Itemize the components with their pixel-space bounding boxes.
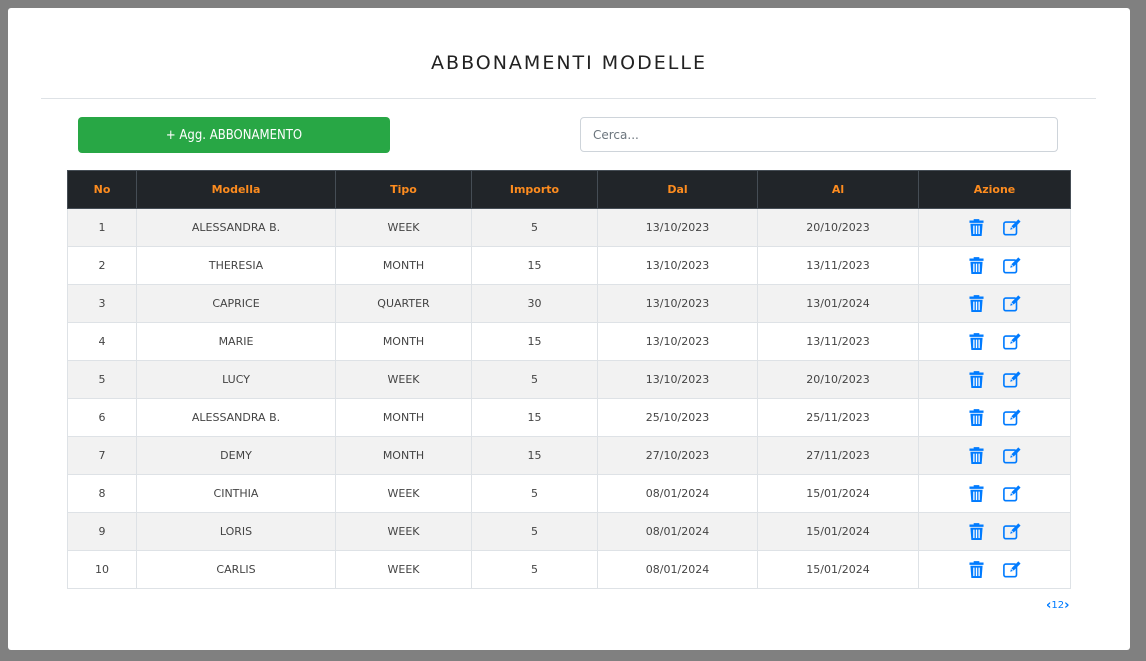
col-header-dal[interactable]: Dal [598, 171, 758, 209]
table-row[interactable] [68, 475, 1071, 513]
trash-icon[interactable] [969, 219, 987, 237]
cell-tipo: WEEK [336, 475, 472, 513]
cell-al: 27/11/2023 [758, 437, 919, 475]
cell-no: 10 [68, 551, 137, 589]
cell-azione [919, 247, 1071, 285]
pagination-page-1[interactable]: 1 [1051, 600, 1058, 611]
col-header-modella[interactable]: Modella [137, 171, 336, 209]
cell-modella: LUCY [137, 361, 336, 399]
table-row[interactable] [68, 323, 1071, 361]
cell-dal: 13/10/2023 [598, 361, 758, 399]
trash-icon[interactable] [969, 447, 987, 465]
cell-al: 20/10/2023 [758, 361, 919, 399]
cell-no: 9 [68, 513, 137, 551]
cell-al: 15/01/2024 [758, 513, 919, 551]
edit-icon[interactable] [1003, 561, 1021, 579]
cell-importo: 15 [472, 323, 598, 361]
table-row[interactable] [68, 437, 1071, 475]
row-actions [919, 523, 1070, 541]
cell-al: 25/11/2023 [758, 399, 919, 437]
table-header-row [68, 171, 1071, 209]
edit-icon[interactable] [1003, 485, 1021, 503]
subscriptions-table [67, 170, 1071, 589]
col-header-no[interactable]: No [68, 171, 137, 209]
cell-dal: 13/10/2023 [598, 323, 758, 361]
cell-al: 13/11/2023 [758, 323, 919, 361]
row-actions [919, 219, 1070, 237]
cell-tipo: MONTH [336, 247, 472, 285]
cell-azione [919, 285, 1071, 323]
edit-icon[interactable] [1003, 333, 1021, 351]
trash-icon[interactable] [969, 371, 987, 389]
pagination-next-icon[interactable]: › [1064, 598, 1070, 613]
cell-al: 13/11/2023 [758, 247, 919, 285]
cell-no: 4 [68, 323, 137, 361]
cell-modella: CINTHIA [137, 475, 336, 513]
trash-icon[interactable] [969, 485, 987, 503]
cell-azione [919, 361, 1071, 399]
table-body [68, 209, 1071, 589]
table-row[interactable] [68, 285, 1071, 323]
cell-no: 6 [68, 399, 137, 437]
edit-icon[interactable] [1003, 409, 1021, 427]
pagination-page-2[interactable]: 2 [1057, 600, 1065, 611]
table-row[interactable] [68, 361, 1071, 399]
cell-modella: LORIS [137, 513, 336, 551]
trash-icon[interactable] [969, 523, 987, 541]
row-actions [919, 371, 1070, 389]
col-header-azione: Azione [919, 171, 1071, 209]
cell-al: 15/01/2024 [758, 551, 919, 589]
cell-no: 5 [68, 361, 137, 399]
cell-modella: ALESSANDRA B. [137, 209, 336, 247]
edit-icon[interactable] [1003, 523, 1021, 541]
row-actions [919, 295, 1070, 313]
cell-tipo: WEEK [336, 513, 472, 551]
edit-icon[interactable] [1003, 219, 1021, 237]
cell-dal: 13/10/2023 [598, 285, 758, 323]
cell-tipo: WEEK [336, 209, 472, 247]
col-header-al[interactable]: Al [758, 171, 919, 209]
cell-no: 3 [68, 285, 137, 323]
cell-importo: 15 [472, 247, 598, 285]
row-actions [919, 409, 1070, 427]
edit-icon[interactable] [1003, 295, 1021, 313]
trash-icon[interactable] [969, 257, 987, 275]
edit-icon[interactable] [1003, 447, 1021, 465]
table-row[interactable] [68, 513, 1071, 551]
modal-title: ABBONAMENTI MODELLE [431, 52, 707, 74]
cell-modella: ALESSANDRA B. [137, 399, 336, 437]
cell-azione [919, 475, 1071, 513]
cell-azione [919, 209, 1071, 247]
cell-importo: 15 [472, 399, 598, 437]
cell-dal: 08/01/2024 [598, 475, 758, 513]
cell-dal: 08/01/2024 [598, 513, 758, 551]
cell-azione [919, 399, 1071, 437]
add-subscription-button[interactable]: + Agg. ABBONAMENTO [78, 117, 390, 153]
cell-tipo: QUARTER [336, 285, 472, 323]
row-actions [919, 257, 1070, 275]
cell-azione [919, 323, 1071, 361]
row-actions [919, 447, 1070, 465]
cell-azione [919, 551, 1071, 589]
pagination [1046, 598, 1069, 613]
cell-no: 7 [68, 437, 137, 475]
cell-modella: DEMY [137, 437, 336, 475]
cell-importo: 5 [472, 209, 598, 247]
cell-al: 15/01/2024 [758, 475, 919, 513]
cell-modella: MARIE [137, 323, 336, 361]
cell-dal: 27/10/2023 [598, 437, 758, 475]
cell-importo: 5 [472, 361, 598, 399]
trash-icon[interactable] [969, 295, 987, 313]
cell-importo: 5 [472, 513, 598, 551]
title-divider [41, 98, 1096, 99]
cell-importo: 5 [472, 475, 598, 513]
col-header-importo[interactable]: Importo [472, 171, 598, 209]
edit-icon[interactable] [1003, 257, 1021, 275]
row-actions [919, 485, 1070, 503]
col-header-tipo[interactable]: Tipo [336, 171, 472, 209]
cell-importo: 15 [472, 437, 598, 475]
cell-al: 20/10/2023 [758, 209, 919, 247]
trash-icon[interactable] [969, 561, 987, 579]
subscriptions-modal [8, 8, 1130, 650]
table-row[interactable] [68, 247, 1071, 285]
pagination-prev-icon[interactable]: ‹ [1046, 598, 1052, 613]
search-input[interactable] [580, 117, 1058, 152]
cell-tipo: WEEK [336, 361, 472, 399]
cell-modella: CARLIS [137, 551, 336, 589]
cell-dal: 25/10/2023 [598, 399, 758, 437]
cell-no: 2 [68, 247, 137, 285]
row-actions [919, 333, 1070, 351]
cell-tipo: MONTH [336, 323, 472, 361]
cell-importo: 5 [472, 551, 598, 589]
cell-importo: 30 [472, 285, 598, 323]
cell-modella: THERESIA [137, 247, 336, 285]
cell-no: 8 [68, 475, 137, 513]
cell-azione [919, 513, 1071, 551]
table-row[interactable] [68, 399, 1071, 437]
cell-azione [919, 437, 1071, 475]
cell-al: 13/01/2024 [758, 285, 919, 323]
cell-tipo: WEEK [336, 551, 472, 589]
table-row[interactable] [68, 551, 1071, 589]
cell-modella: CAPRICE [137, 285, 336, 323]
cell-no: 1 [68, 209, 137, 247]
edit-icon[interactable] [1003, 371, 1021, 389]
cell-dal: 13/10/2023 [598, 247, 758, 285]
trash-icon[interactable] [969, 333, 987, 351]
cell-dal: 08/01/2024 [598, 551, 758, 589]
trash-icon[interactable] [969, 409, 987, 427]
cell-tipo: MONTH [336, 399, 472, 437]
cell-dal: 13/10/2023 [598, 209, 758, 247]
row-actions [919, 561, 1070, 579]
cell-tipo: MONTH [336, 437, 472, 475]
table-row[interactable] [68, 209, 1071, 247]
